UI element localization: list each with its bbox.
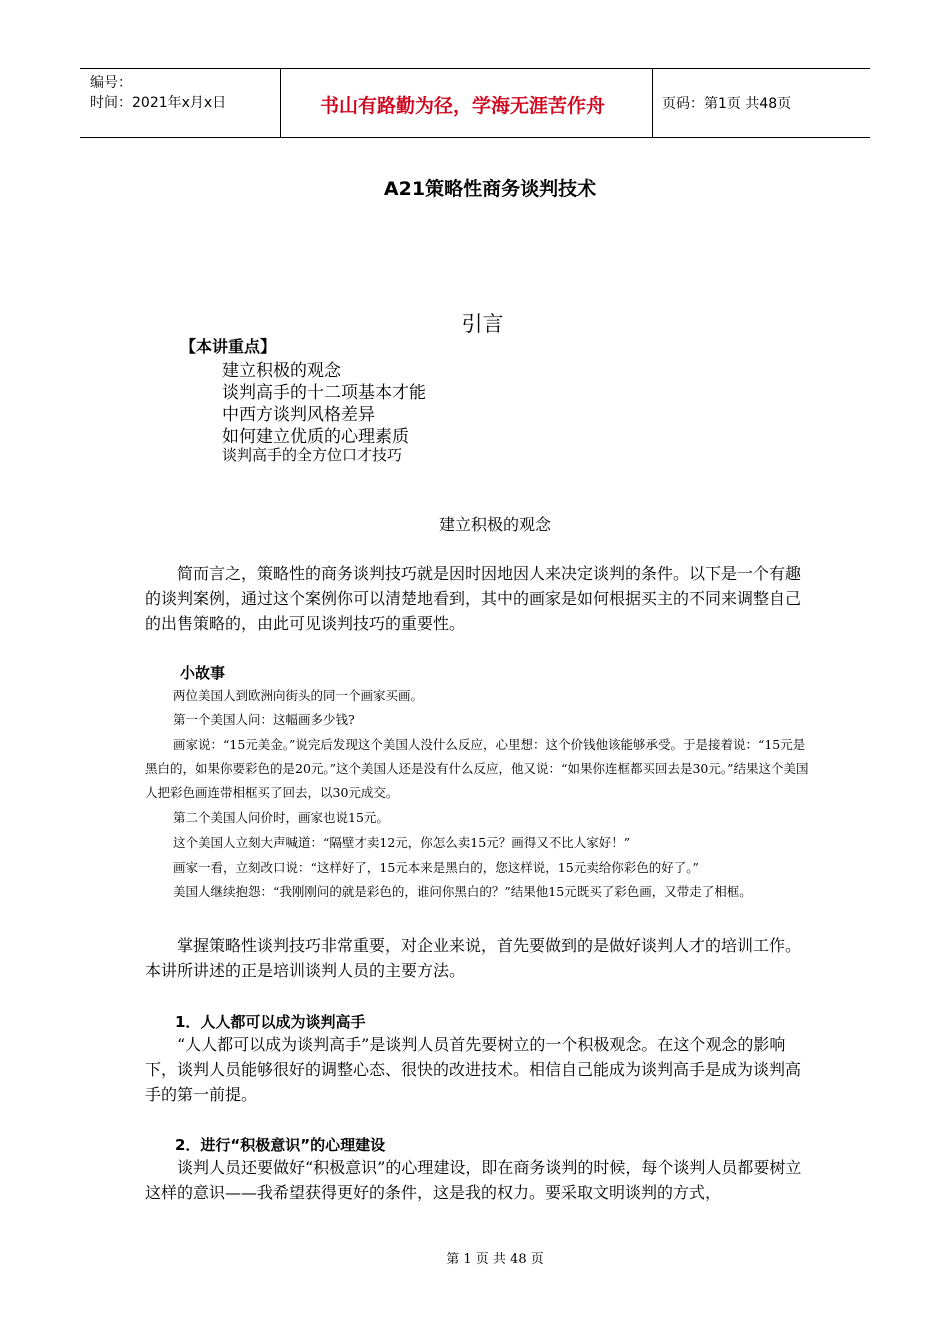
point-heading: 1．人人都可以成为谈判高手 — [175, 1013, 366, 1031]
paragraph: “人人都可以成为谈判高手”是谈判人员首先要树立的一个积极观念。在这个观念的影响下，谈判人员能够很好的调整心态、很快的改进技术。相信自己能成为谈判高手是成为谈判高手的第一前提。 — [145, 1035, 802, 1104]
story-line: 第一个美国人问：这幅画多少钱? — [173, 712, 355, 727]
key-point-item: 建立积极的观念 — [222, 361, 341, 381]
story-line: 两位美国人到欧洲向街头的同一个画家买画。 — [173, 688, 424, 703]
paragraph: 谈判人员还要做好“积极意识”的心理建设，即在商务谈判的时候，每个谈判人员都要树立这样的意识——我希望获得更好的条件，这是我的权力。要采取文明谈判的方式， — [145, 1158, 802, 1202]
page-footer: 第 1 页 共 48 页 — [446, 1252, 544, 1267]
story-line: 美国人继续抱怨：“我刚刚问的就是彩色的，谁问你黑白的？”结果他15元既买了彩色画，又带走了相框。 — [173, 884, 752, 899]
key-point-item: 谈判高手的全方位口才技巧 — [222, 446, 403, 464]
header-motto: 书山有路勤为径，学海无涯苦作舟 — [319, 95, 605, 117]
story-line: 第二个美国人问价时，画家也说15元。 — [173, 810, 389, 825]
story-label: 小故事 — [180, 664, 226, 682]
key-point-item: 如何建立优质的心理素质 — [222, 427, 409, 447]
header-page-info: 页码：第1页 共48页 — [662, 96, 792, 112]
paragraph: 简而言之，策略性的商务谈判技巧就是因时因地因人来决定谈判的条件。以下是一个有趣的谈判案例，通过这个案例你可以清楚地看到，其中的画家是如何根据买主的不同来调整自己的出售策略的，由此可见谈判技巧的重要性。 — [145, 564, 802, 633]
document-title: A21策略性商务谈判技术 — [383, 178, 597, 200]
section-heading: 建立积极的观念 — [438, 515, 551, 534]
point-heading: 2．进行“积极意识”的心理建设 — [175, 1136, 386, 1154]
header-divider — [652, 69, 653, 137]
header-divider — [280, 69, 281, 137]
key-point-item: 中西方谈判风格差异 — [222, 405, 375, 425]
key-points-label: 【本讲重点】 — [180, 337, 277, 356]
date-label: 时间：2021年x月x日 — [90, 95, 227, 111]
header-meta — [90, 73, 226, 113]
paragraph: 掌握策略性谈判技巧非常重要，对企业来说，首先要做到的是做好谈判人才的培训工作。本讲所讲述的正是培训谈判人员的主要方法。 — [145, 936, 802, 980]
number-label: 编号： — [90, 75, 132, 91]
key-point-item: 谈判高手的十二项基本才能 — [222, 383, 426, 403]
header-table — [80, 68, 870, 138]
intro-heading: 引言 — [461, 312, 504, 336]
story-line: 这个美国人立刻大声喊道：“隔壁才卖12元，你怎么卖15元？画得又不比人家好！” — [173, 835, 631, 850]
story-line: 画家说：“15元美金。”说完后发现这个美国人没什么反应，心里想：这个价钱他该能够承受。于是接着说：“15元是黑白的，如果你要彩色的是20元。”这个美国人还是没有什么反应，他又说：“如果你连框都买回去是30元。”结果这个美国人把彩色画连带相框买了回去，以30元成交。 — [145, 737, 809, 800]
story-line: 画家一看，立刻改口说：“这样好了，15元本来是黑白的，您这样说，15元卖给你彩色的好了。” — [173, 860, 699, 875]
